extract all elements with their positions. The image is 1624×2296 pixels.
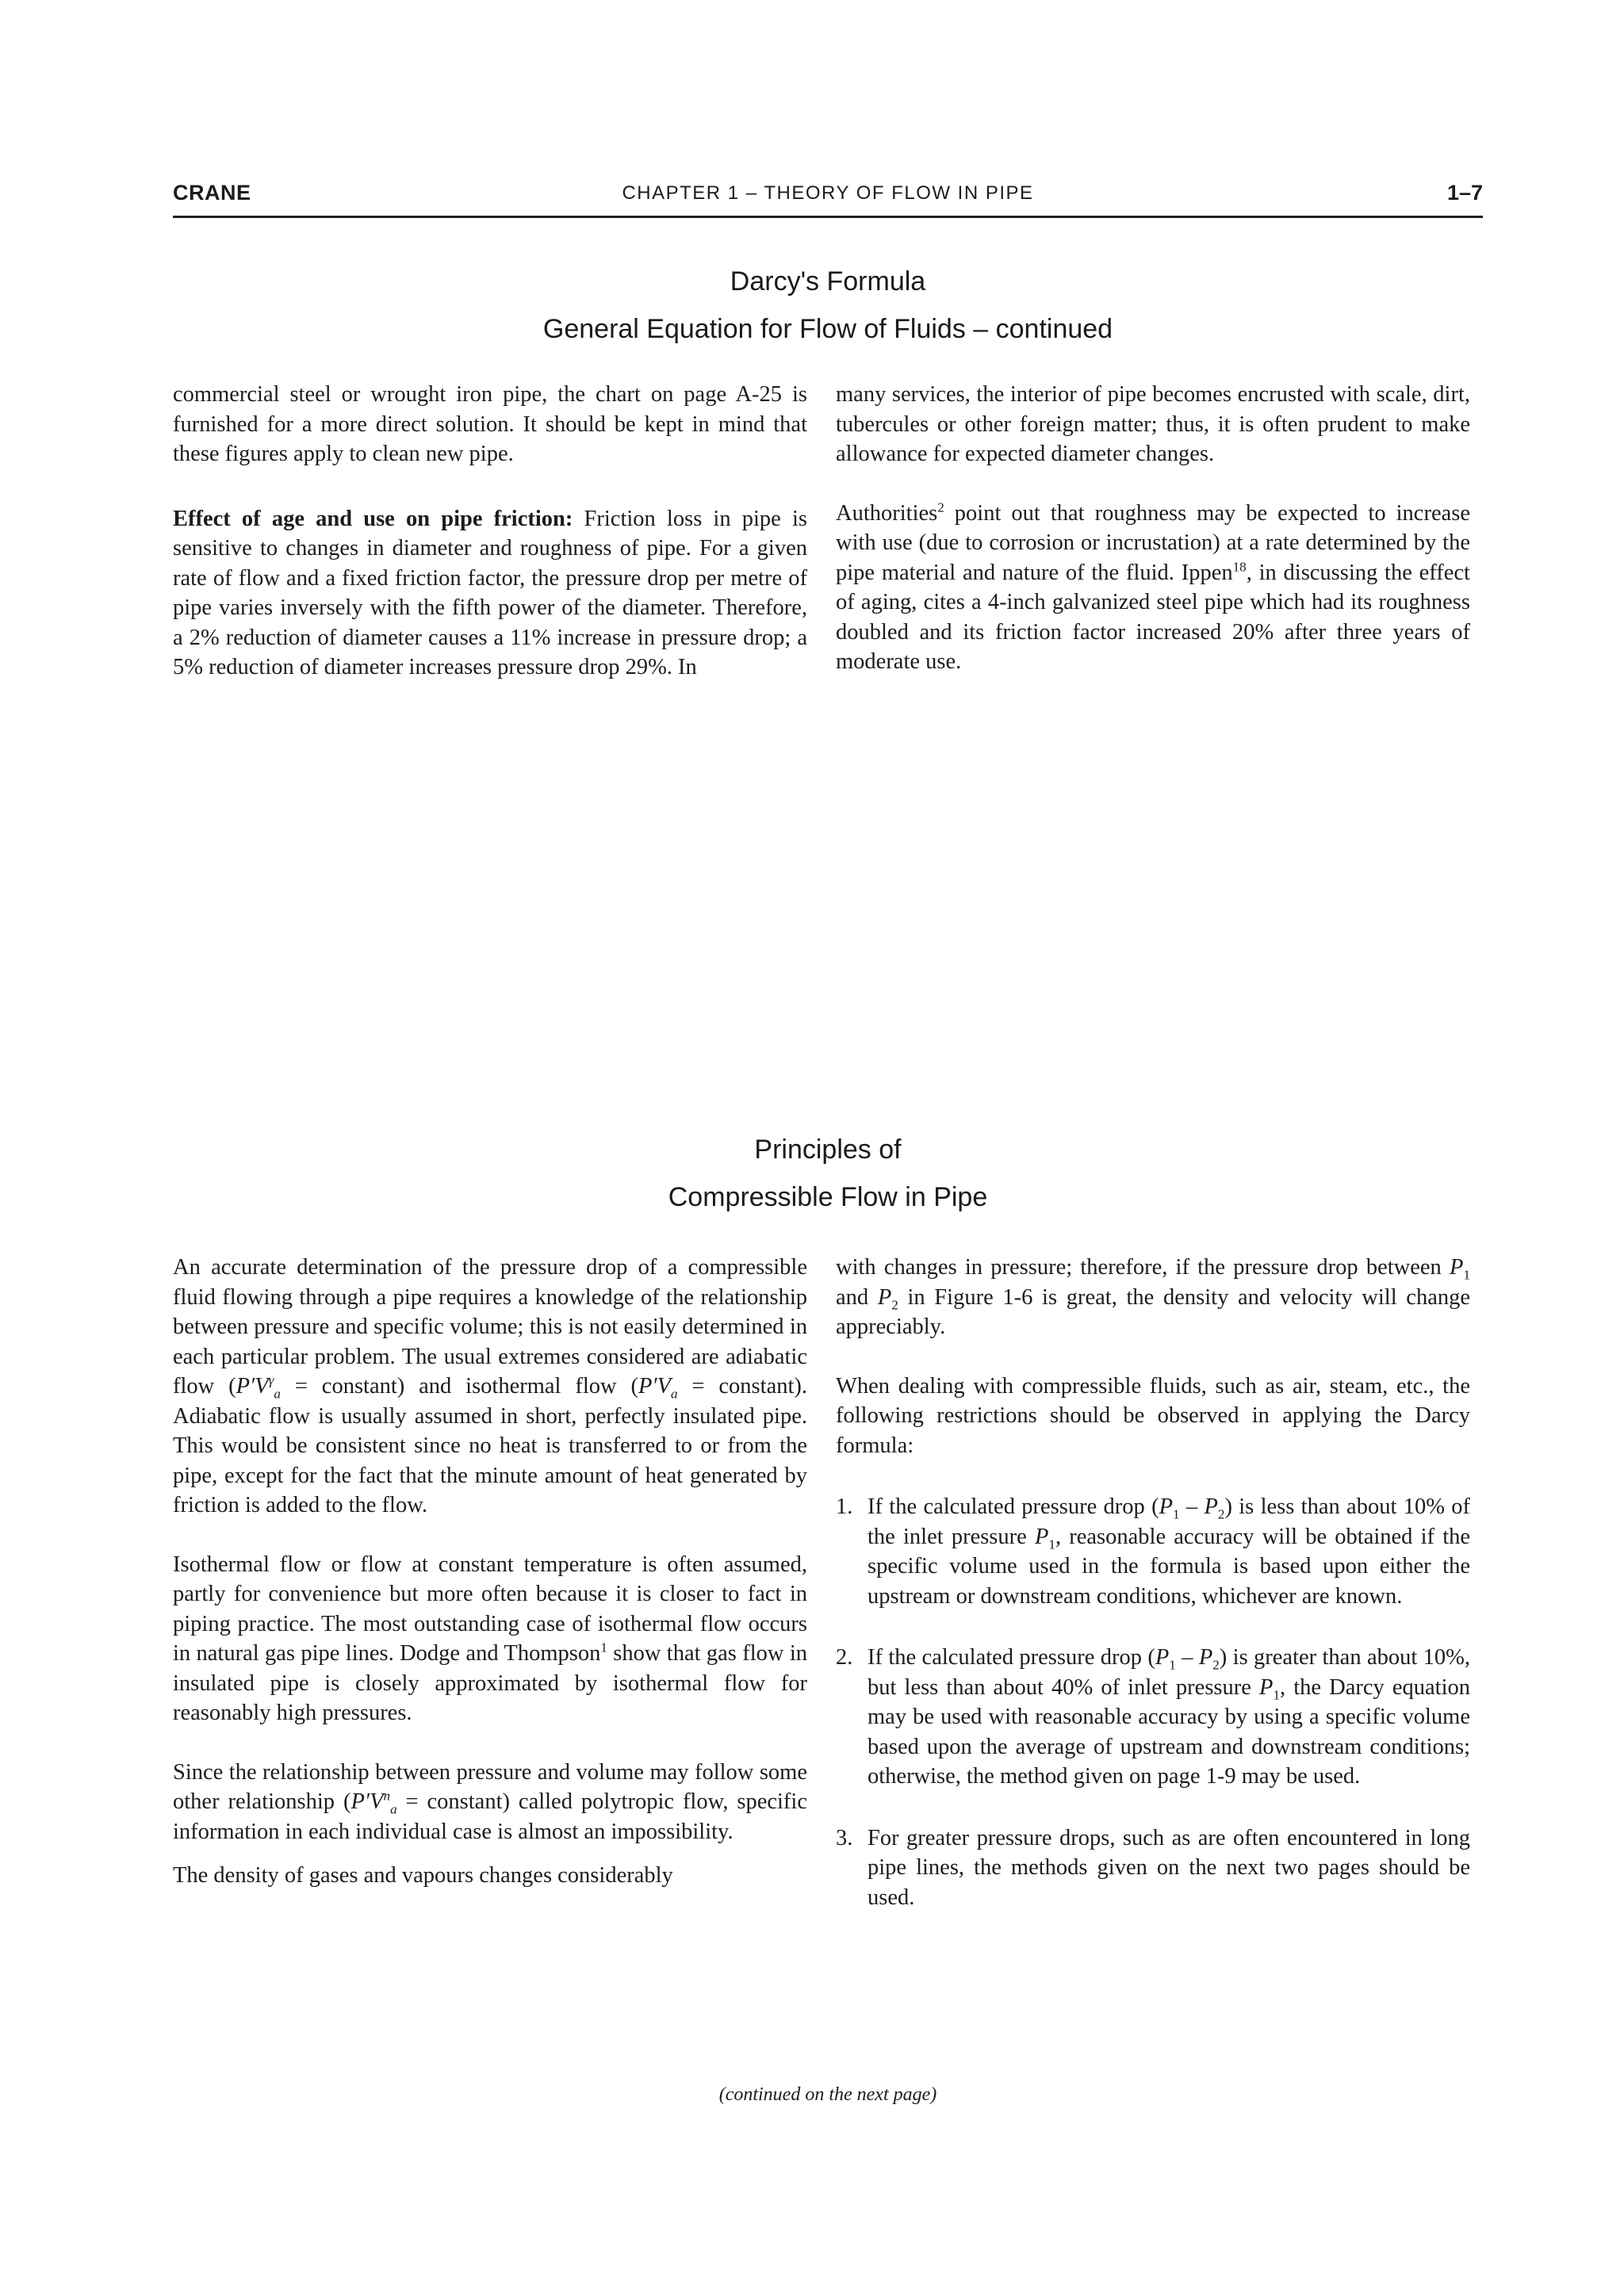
list-number: 1. [836,1494,853,1519]
text-run: show that gas flow in insulated pipe is closely approximated by isothermal flow for reasonably high pressures. [173,1641,808,1725]
paragraph [173,1253,807,1521]
text-run: and [836,1284,878,1310]
section-title-line: Principles of [754,1135,902,1165]
list-item [836,1643,1470,1792]
paragraph: When dealing with compressible fluids, such as air, steam, etc., the following restrictions should be observed in applying the Darcy formula: [836,1373,1470,1458]
formula-subscript: 2 [1217,1506,1225,1522]
formula [236,1372,281,1402]
paragraph [173,504,807,683]
text-run: If the calculated pressure drop ( [868,1645,1155,1670]
publisher-name: CRANE [173,181,251,205]
page-number: 1–7 [1446,181,1483,205]
text-run: If the calculated pressure drop ( [868,1494,1159,1519]
formula-subscript: 2 [1212,1657,1220,1673]
reference-marker: 18 [1232,559,1247,574]
formula [350,1788,397,1817]
section-title-line: Darcy's Formula [730,266,926,297]
text-run: = constant) called polytropic flow, specific information in each individual case is almost an impossibility. [173,1789,807,1844]
section2-right-column [836,1253,1470,1944]
continuation-note: (continued on the next page) [718,2084,937,2105]
formula-symbol: P [1159,1494,1174,1519]
reference-marker: 2 [937,499,944,515]
text-run: , in discussing the effect of aging, cites a 4-inch galvanized steel pipe which had its roughness doubled and its friction factor increased 20% after three years of moderate use. [836,560,1470,674]
text-run: Isothermal flow or flow at constant temperature is often assumed, partly for convenience but more often because it is closer to fact in piping practice. The most outstanding case of isothermal flow occurs in natural gas pipe lines. Dodge and Thompson [173,1552,807,1666]
formula-symbol: P [1034,1524,1049,1549]
text-run: = constant). Adiabatic flow is usually assumed in short, perfectly insulated pipe. This would be consistent since no heat is transferred to or from the pipe, except for the fact that the minute amount of heat generated by friction is added to the flow. [173,1374,807,1517]
formula-exponent: γ [268,1372,274,1388]
formula-symbol: P′V [638,1374,672,1399]
formula-symbol: P [877,1284,892,1310]
text-run: ) is less than about 10% of the inlet pressure [868,1494,1471,1549]
formula-subscript: a [671,1386,678,1402]
formula-subscript: 1 [1048,1536,1055,1552]
section-subtitle-line: Compressible Flow in Pipe [668,1182,988,1212]
formula-subscript: 1 [1169,1657,1176,1673]
formula-symbol: P′V [236,1374,269,1399]
section-title-compressible [173,1126,1483,1221]
paragraph [836,499,1470,677]
section-title-darcy [173,258,1483,353]
chapter-title: CHAPTER 1 – THEORY OF FLOW IN PIPE [622,182,1034,204]
text-run: An accurate determination of the pressure drop of a compressible fluid flowing through a pipe requires a knowledge of the relationship between pressure and specific volume; this is not easily determined in each particular problem. The usual extremes considered are adiabatic flow ( [173,1255,807,1399]
paragraph [173,1758,807,1847]
formula-subscript: 2 [891,1297,898,1313]
list-number: 3. [836,1825,853,1850]
formula-symbol: P [1198,1645,1213,1670]
text-run: Authorities [836,500,938,526]
formula-subscript: a [390,1801,397,1817]
text-run: with changes in pressure; therefore, if the pressure drop between [836,1255,1450,1280]
section2-left-column [173,1253,807,1920]
text-run: Since the relationship between pressure and volume may follow some other relationship ( [173,1759,807,1814]
formula-symbol: P [1259,1674,1274,1700]
formula-subscript: 1 [1463,1267,1470,1283]
text-run: For greater pressure drops, such as are often encountered in long pipe lines, the methods given on the next two pages should be used. [868,1825,1470,1910]
list-item [836,1823,1470,1913]
paragraph: The density of gases and vapours changes considerably [173,1863,673,1888]
paragraph [173,1550,807,1728]
text-run: = constant) and isothermal flow ( [280,1374,638,1399]
reference-marker: 1 [600,1640,607,1655]
section1-right-column [836,380,1470,706]
formula-subscript: 1 [1273,1687,1280,1703]
text-run: – [1175,1645,1199,1670]
formula [638,1374,678,1402]
running-header [173,181,1483,218]
paragraph-lead: Effect of age and use on pipe friction: [173,506,573,531]
formula-symbol: P [1450,1255,1464,1280]
paragraph-body: Friction loss in pipe is sensitive to changes in diameter and roughness of pipe. For a given rate of flow and a fixed friction factor, the pressure drop per metre of pipe varies inversely with the fifth power of the diameter. Therefore, a 2% reduction of diameter causes a 11% increase in pressure drop; a 5% reduction of diameter increases pressure drop 29%. In [173,506,807,679]
section-subtitle-line: General Equation for Flow of Fluids – continued [542,314,1113,344]
formula-symbol: P′V [350,1789,384,1814]
formula-subscript: 1 [1173,1506,1180,1522]
paragraph: commercial steel or wrought iron pipe, the chart on page A-25 is furnished for a more direct solution. It should be kept in mind that these figures apply to clean new pipe. [173,382,807,466]
paragraph: many services, the interior of pipe becomes encrusted with scale, dirt, tubercules or other foreign matter; thus, it is often prudent to make allowance for expected diameter changes. [836,382,1470,466]
text-run: in Figure 1-6 is great, the density and velocity will change appreciably. [836,1284,1470,1339]
text-run: ) is greater than about 10%, but less than about 40% of inlet pressure [868,1645,1471,1700]
formula-symbol: P [1155,1645,1170,1670]
section1-left-column [173,380,807,712]
list-number: 2. [836,1645,853,1670]
text-run: , reasonable accuracy will be obtained if the specific volume used in the formula is based upon either the upstream or downstream conditions, whichever are known. [868,1524,1471,1609]
paragraph [836,1253,1470,1342]
formula-symbol: P [1204,1494,1218,1519]
text-run: – [1179,1494,1205,1519]
restrictions-list [836,1492,1470,1912]
formula-subscript: a [274,1386,281,1402]
list-item [836,1492,1470,1611]
formula-exponent: n [383,1788,391,1804]
text-run: , the Darcy equation may be used with reasonable accuracy by using a specific volume based upon the average of upstream and downstream conditions; otherwise, the method given on page 1-9 may be used. [868,1674,1471,1789]
text-run: point out that roughness may be expected to increase with use (due to corrosion or incrustation) at a rate determined by the pipe material and nature of the fluid. Ippen [836,500,1470,585]
